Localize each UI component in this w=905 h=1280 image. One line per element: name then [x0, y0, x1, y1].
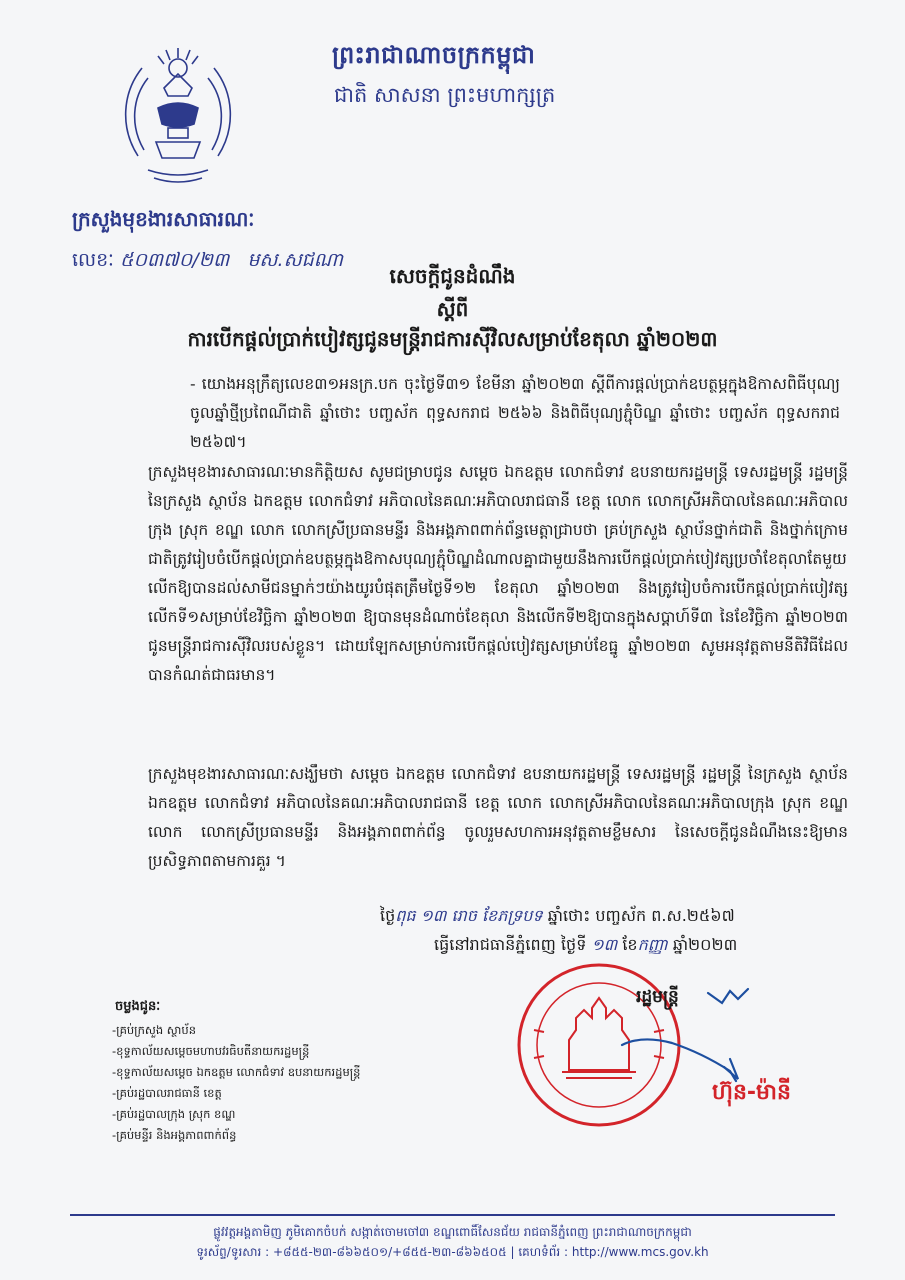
solar-month: កញ្ញា — [637, 935, 668, 954]
footer-divider — [70, 1214, 835, 1216]
lunar-date-line — [380, 905, 735, 929]
solar-day: ១៣ — [591, 935, 618, 954]
lunar-date-handwritten: ពុធ ១៣ រោច ខែភទ្របទ — [395, 906, 543, 925]
list-item: -ខុទ្ទកាល័យសម្តេច ឯកឧត្តម លោកជំទាវ ឧបនាយករដ្ឋមន្ត្រី — [112, 1065, 361, 1079]
list-item: -គ្រប់រដ្ឋបាលរាជធានី ខេត្ត — [112, 1086, 222, 1100]
reference-code: មស.សជណា — [247, 249, 343, 271]
kingdom-heading: ព្រះរាជាណាចក្រកម្ពុជា — [332, 41, 536, 69]
notice-subject-label: ស្តីពី — [436, 297, 469, 321]
month-label: ខែ — [622, 935, 638, 954]
royal-emblem-icon — [118, 38, 238, 188]
solar-year: ឆ្នាំ២០២៣ — [672, 935, 738, 954]
reference-year: /២៣ — [192, 249, 230, 271]
signature-icon — [612, 975, 762, 1085]
lunar-year: ឆ្នាំថោះ បញ្ចស័ក ព.ស.២៥៦៧ — [547, 906, 735, 925]
footer-contact: ទូរស័ព្ទ/ទូរសារ : +៨៥៥-២៣-៨៦៦៥០១/+៨៥៥-២៣-៨៦៦៥០៥ | គេហទំព័រ : http://www.mcs.gov.kh — [196, 1245, 709, 1259]
recipients-title: ចម្លងជូនៈ — [115, 999, 161, 1014]
notice-title: សេចក្តីជូនដំណឹង — [389, 264, 516, 288]
solar-date-line — [434, 934, 737, 958]
body-paragraph-reference: - យោងអនុក្រឹត្យលេខ៣១អនក្រ.បក ចុះថ្ងៃទី៣១ ខែមីនា ឆ្នាំ២០២៣ ស្តីពីការផ្តល់ប្រាក់ឧបត្ថម្ភក្នុងឱកាសពិធីបុណ្យចូលឆ្នាំថ្មីប្រពៃណីជាតិ ឆ្នាំថោះ បញ្ចស័ក ពុទ្ធសករាជ ២៥៦៦ និងពិធីបុណ្យភ្ជុំបិណ្ឌ ឆ្នាំថោះ បញ្ចស័ក ពុទ្ធសករាជ ២៥៦៧។ — [190, 375, 840, 451]
lunar-date-prefix: ថ្ងៃ — [380, 906, 396, 925]
reference-prefix: លេខៈ — [72, 249, 114, 271]
footer-address: ផ្លូវវត្តអង្គតាមិញ ភូមិគោកចំបក់ សង្កាត់ចោមចៅ៣ ខណ្ឌពោធិ៍សែនជ័យ រាជធានីភ្នំពេញ ព្រះរាជាណាចក្រកម្ពុជា — [213, 1225, 692, 1239]
list-item: -គ្រប់ក្រសួង ស្ថាប័ន — [112, 1023, 197, 1037]
body-paragraph-closing: ក្រសួងមុខងារសាធារណៈសង្ឃឹមថា សម្តេច ឯកឧត្តម លោកជំទាវ ឧបនាយករដ្ឋមន្ត្រី ទេសរដ្ឋមន្ត្រី រដ្ឋមន្ត្រី នៃក្រសួង ស្ថាប័ន ឯកឧត្តម លោកជំទាវ អភិបាលនៃគណៈអភិបាលរាជធានី ខេត្ត លោក លោកស្រីអភិបាលនៃគណៈអភិបាលក្រុង ស្រុក ខណ្ឌ លោក លោកស្រីប្រធានមន្ទីរ និងអង្គភាពពាក់ព័ន្ធ ចូលរួមសហការអនុវត្តតាមខ្លឹមសារ នៃសេចក្តីជូនដំណឹងនេះឱ្យមានប្រសិទ្ធភាពតាមការគួរ ។ — [148, 765, 848, 870]
place-prefix: ធ្វើនៅរាជធានីភ្នំពេញ ថ្ងៃទី — [434, 935, 587, 954]
national-motto: ជាតិ សាសនា ព្រះមហាក្សត្រ — [334, 83, 556, 107]
signer-name: ហ៊ុន-ម៉ានី — [712, 1080, 791, 1105]
list-item: -គ្រប់មន្ទីរ និងអង្គភាពពាក់ព័ន្ធ — [112, 1128, 237, 1142]
recipients-list — [112, 1020, 361, 1146]
ministry-name: ក្រសួងមុខងារសាធារណៈ — [72, 207, 255, 231]
body-paragraph-main: ក្រសួងមុខងារសាធារណៈមានកិត្តិយស សូមជម្រាបជូន សម្តេច ឯកឧត្តម លោកជំទាវ ឧបនាយករដ្ឋមន្ត្រី ទេសរដ្ឋមន្ត្រី រដ្ឋមន្ត្រី នៃក្រសួង ស្ថាប័ន ឯកឧត្តម លោកជំទាវ អភិបាលនៃគណៈអភិបាលរាជធានី ខេត្ត លោក លោកស្រីអភិបាលនៃគណៈអភិបាលក្រុង ស្រុក ខណ្ឌ លោក លោកស្រីប្រធានមន្ទីរ និងអង្គភាពពាក់ព័ន្ធមេត្តាជ្រាបថា គ្រប់ក្រសួង ស្ថាប័នថ្នាក់ជាតិ និងថ្នាក់ក្រោមជាតិត្រូវរៀបចំបើកផ្តល់ប្រាក់ឧបត្ថម្ភក្នុងឱកាសបុណ្យភ្ជុំបិណ្ឌដំណាលគ្នាជាមួយនឹងការបើកផ្តល់ប្រាក់បៀវត្សប្រចាំខែតុលាតែមួយលើកឱ្យបានដល់សាមីជនម្នាក់ៗយ៉ាងយូរបំផុតត្រឹមថ្ងៃទី១២ ខែតុលា ឆ្នាំ២០២៣ និងត្រូវរៀបចំការបើកផ្តល់ប្រាក់បៀវត្សលើកទី១សម្រាប់ខែវិច្ឆិកា ឆ្នាំ២០២៣ ឱ្យបានមុនដំណាច់ខែតុលា និងលើកទី២ឱ្យបានក្នុងសប្តាហ៍ទី៣ នៃខែវិច្ឆិកា ឆ្នាំ២០២៣ ជូនមន្ត្រីរាជការស៊ីវិលរបស់ខ្លួន។ ដោយឡែកសម្រាប់ការបើកផ្តល់បៀវត្សសម្រាប់ខែធ្នូ ឆ្នាំ២០២៣ សូមអនុវត្តតាមនីតិវិធីដែលបានកំណត់ជាធរមាន។ — [148, 463, 848, 684]
list-item: -គ្រប់រដ្ឋបាលក្រុង ស្រុក ខណ្ឌ — [112, 1107, 236, 1121]
reference-number-value: ៥០៣៧០ — [120, 249, 193, 271]
signer-title: រដ្ឋមន្ត្រី — [636, 987, 679, 1007]
notice-subject: ការបើកផ្តល់ប្រាក់បៀវត្សជូនមន្ត្រីរាជការស៊ីវិលសម្រាប់ខែតុលា ឆ្នាំ២០២៣ — [187, 327, 718, 351]
list-item: -ខុទ្ទកាល័យសម្តេចមហាបវរធិបតីនាយករដ្ឋមន្ត្រី — [112, 1044, 310, 1058]
